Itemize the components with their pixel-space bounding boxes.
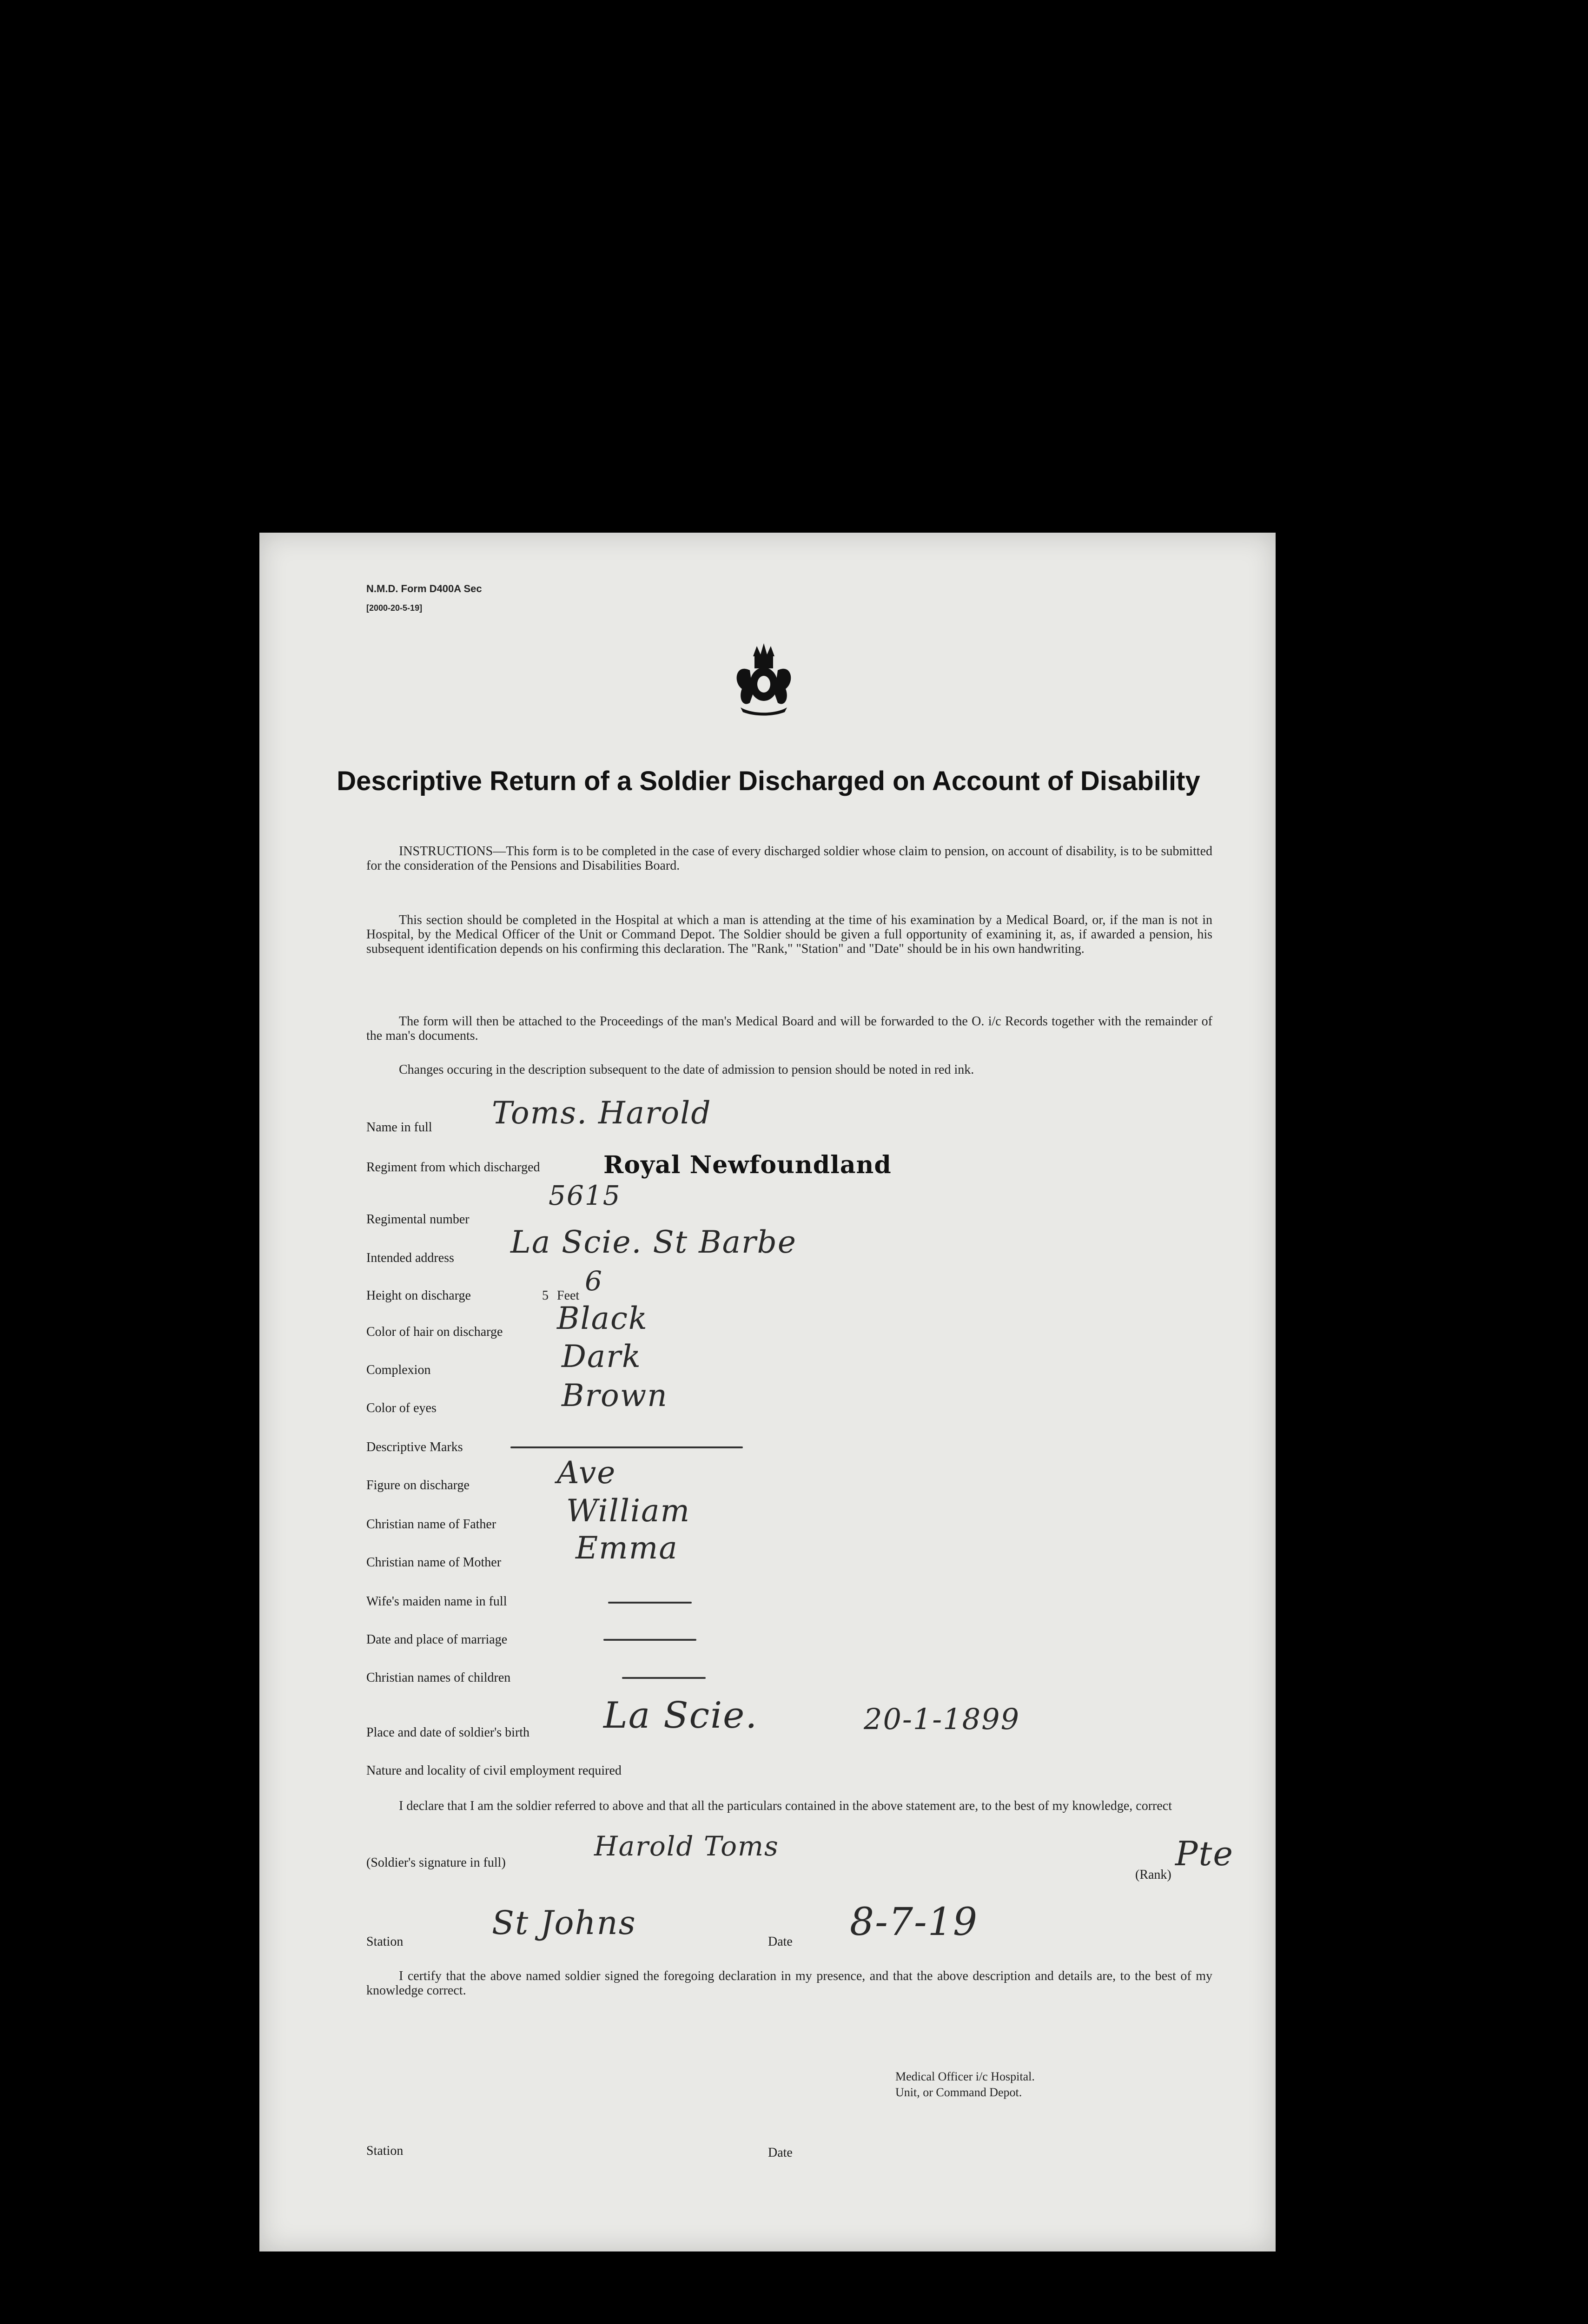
entry-rank: Pte (1175, 1834, 1234, 1873)
entry-regiment: Royal Newfoundland (603, 1151, 892, 1179)
label-mother: Christian name of Mother (366, 1555, 502, 1570)
certification-text: I certify that the above named soldier signed the foregoing declaration in my presence, and that the above description and details are, to the best of my knowledge correct. (366, 1969, 1212, 1998)
label-station: Station (366, 1934, 404, 1949)
entry-children-dash (622, 1677, 706, 1679)
declaration-text: I declare that I am the soldier referred to above and that all the particulars contained in the above statement are, to the best of my knowledge, correct (399, 1799, 1172, 1813)
label-wife: Wife's maiden name in full (366, 1594, 507, 1609)
discharge-form-page (259, 533, 1276, 2251)
label-eyes: Color of eyes (366, 1401, 437, 1415)
entry-height-feet: 5 (542, 1288, 549, 1303)
label-marriage: Date and place of marriage (366, 1632, 508, 1647)
entry-date: 8-7-19 (850, 1900, 979, 1944)
entry-hair: Black (557, 1301, 648, 1336)
entry-complexion: Dark (562, 1339, 642, 1374)
entry-birth-date: 20-1-1899 (864, 1702, 1020, 1736)
entry-marriage-dash (603, 1639, 696, 1641)
label-children: Christian names of children (366, 1670, 511, 1685)
label-figure: Figure on discharge (366, 1478, 470, 1492)
label-employment: Nature and locality of civil employment required (366, 1763, 622, 1778)
entry-height-inches: 6 (585, 1265, 603, 1297)
form-title: Descriptive Return of a Soldier Discharged on Account of Disability (337, 766, 1200, 796)
label-regimental-number: Regimental number (366, 1212, 470, 1227)
entry-figure: Ave (557, 1455, 616, 1491)
instructions-paragraph-4: Changes occuring in the description subsequent to the date of admission to pension should be noted in red ink. (399, 1063, 974, 1077)
label-name: Name in full (366, 1120, 432, 1135)
entry-father: William (566, 1493, 691, 1529)
print-code: [2000-20-5-19] (366, 603, 423, 613)
instructions-paragraph-1: INSTRUCTIONS—This form is to be completed in the case of every discharged soldier whose claim to pension, on account of disability, is to be submitted for the consideration of the Pensions and Disabilities Board. (366, 844, 1212, 873)
medical-officer-line-1: Medical Officer i/c Hospital. (895, 2070, 1035, 2083)
label-rank: (Rank) (1135, 1868, 1171, 1882)
label-address: Intended address (366, 1251, 454, 1265)
instructions-paragraph-3: The form will then be attached to the Proceedings of the man's Medical Board and will be forwarded to the O. i/c Records together with the remainder of the man's documents. (366, 1014, 1212, 1043)
label-feet: Feet (557, 1288, 580, 1303)
label-birth: Place and date of soldier's birth (366, 1725, 530, 1740)
entry-address: La Scie. St Barbe (510, 1224, 797, 1260)
label-date: Date (768, 1934, 793, 1949)
medical-officer-line-2: Unit, or Command Depot. (895, 2086, 1022, 2099)
entry-eyes: Brown (562, 1378, 668, 1413)
entry-regimental-number: 5615 (549, 1180, 621, 1211)
label-height: Height on discharge (366, 1288, 471, 1303)
label-signature: (Soldier's signature in full) (366, 1855, 506, 1870)
label-descriptive-marks: Descriptive Marks (366, 1440, 463, 1454)
entry-mother: Emma (576, 1530, 678, 1566)
label-date-2: Date (768, 2146, 793, 2160)
instructions-paragraph-2: This section should be completed in the Hospital at which a man is attending at the time of his examination by a Medical Board, or, if the man is not in Hospital, by the Medical Officer of the Unit or Command Depot. The Soldier should be given a full opportunity of examining it, as, if awarded a pension, his subsequent identification depends on his confirming this declaration. The "Rank," "Station" and "Date" should be in his own handwriting. (366, 913, 1212, 956)
label-father: Christian name of Father (366, 1517, 496, 1532)
entry-wife-dash (608, 1602, 692, 1604)
medical-officer-block (895, 2069, 1035, 2100)
label-station-2: Station (366, 2144, 404, 2158)
entry-birth-place: La Scie. (603, 1695, 758, 1736)
royal-coat-of-arms-icon (724, 638, 803, 717)
entry-name: Toms. Harold (492, 1095, 712, 1131)
entry-station: St Johns (492, 1904, 636, 1942)
label-hair: Color of hair on discharge (366, 1325, 503, 1339)
entry-signature: Harold Toms (594, 1830, 779, 1862)
form-number: N.M.D. Form D400A Sec (366, 583, 482, 594)
entry-marks-dash (510, 1446, 743, 1448)
label-complexion: Complexion (366, 1363, 431, 1377)
label-regiment: Regiment from which discharged (366, 1160, 540, 1175)
